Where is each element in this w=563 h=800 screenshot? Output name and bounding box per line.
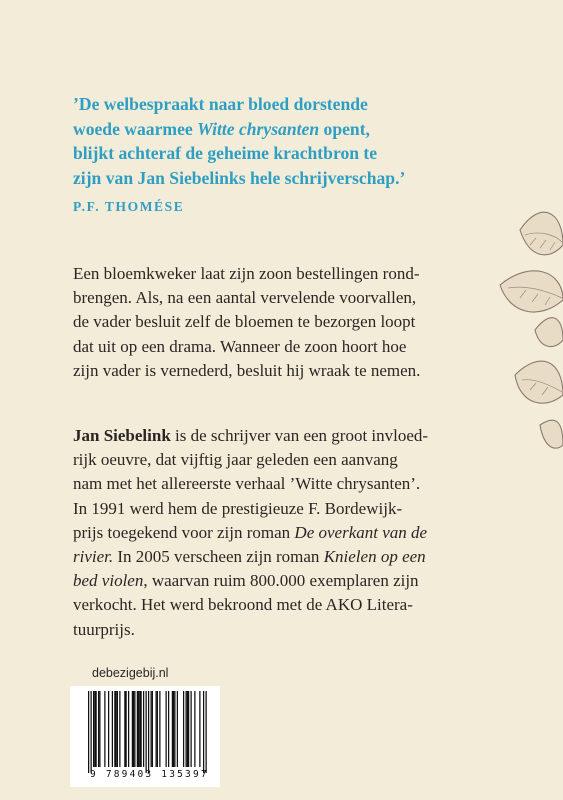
synopsis-line: de vader besluit zelf de bloemen te bezorgen loopt: [73, 312, 416, 332]
bio-line: verkocht. Het werd bekroond met de AKO Litera-: [73, 595, 413, 615]
author-name: Jan Siebelink: [73, 426, 171, 445]
barcode-bar: [91, 691, 92, 773]
quote-text: woede waarmee: [73, 118, 198, 139]
synopsis-line: Een bloemkweker laat zijn zoon bestellingen rond-: [73, 264, 420, 283]
barcode-bar: [199, 691, 200, 767]
bio-text: is de schrijver van een groot invloed-: [170, 426, 429, 445]
barcode-bar: [188, 691, 189, 767]
barcode-bar: [96, 691, 97, 767]
barcode-bar: [116, 691, 117, 767]
barcode-bar: [177, 691, 178, 767]
barcode-bar: [172, 691, 173, 767]
barcode-bar: [98, 691, 99, 767]
bio-line: In 1991 werd hem de prestigieuze F. Bordewijk-: [73, 498, 403, 518]
barcode-bar: [168, 691, 169, 767]
quote-line: zijn van Jan Siebelinks hele schrijverschap.’: [73, 167, 406, 188]
synopsis-line: dat uit op een drama. Wanneer de zoon hoort hoe: [73, 336, 407, 356]
barcode-bar: [119, 691, 120, 767]
bio-text: prijs toegekend voor zijn roman: [73, 522, 295, 542]
barcode-bar: [94, 691, 95, 767]
bio-line: rijk oeuvre, dat vijftig jaar geleden een aanvang: [73, 450, 398, 470]
quote-text: opent,: [319, 118, 370, 139]
synopsis-line: zijn vader is vernederd, besluit hij wraak te nemen.: [73, 360, 421, 380]
barcode-bar: [88, 691, 89, 773]
author-bio-paragraph: [73, 424, 503, 642]
flower-illustration-icon: [460, 190, 563, 480]
bio-line: nam met het allereerste verhaal ’Witte chrysanten’.: [73, 474, 421, 494]
bio-line: [73, 545, 503, 569]
barcode-bar: [93, 691, 94, 767]
book-title: Knielen op een: [323, 547, 426, 567]
isbn-number: 9 789403 135397: [90, 769, 209, 780]
barcode-bar: [157, 691, 158, 767]
barcode-bar: [99, 691, 100, 767]
quote-attribution: P.F. THOMÉSE: [73, 199, 185, 214]
barcode-bar: [159, 691, 160, 767]
synopsis-line: brengen. Als, na een aantal vervelende voorvallen,: [73, 288, 417, 308]
barcode-bar: [156, 691, 157, 767]
isbn-barcode: [70, 686, 220, 787]
book-title: rivier.: [73, 547, 114, 567]
bio-line: [73, 521, 503, 545]
barcode-bar: [141, 691, 142, 767]
barcode-bar: [108, 691, 109, 767]
bio-line: tuurprijs.: [73, 619, 135, 639]
blurb-quote: [73, 92, 503, 190]
barcode-bar: [148, 691, 149, 773]
quote-line: [73, 117, 503, 142]
barcode-bar: [206, 691, 207, 773]
synopsis-paragraph: [73, 262, 503, 383]
bio-text: In 2005 verscheen zijn roman: [113, 547, 324, 567]
barcode-bar: [114, 691, 115, 767]
barcode-bar: [183, 691, 184, 767]
barcode-bar: [187, 691, 188, 767]
barcode-bar: [124, 691, 125, 767]
barcode-bar: [133, 691, 134, 767]
barcode-bar: [126, 691, 127, 767]
book-title: De overkant van de: [294, 522, 428, 542]
barcode-bar: [143, 691, 144, 767]
barcode-bar: [132, 691, 133, 767]
barcode-bar: [139, 691, 140, 767]
barcode-bar: [152, 691, 153, 767]
barcode-bar: [104, 691, 105, 767]
barcode-bar: [138, 691, 139, 767]
quote-book-title: Witte chrysanten: [197, 118, 320, 139]
barcode-bar: [134, 691, 135, 767]
barcode-bar: [174, 691, 175, 767]
barcode-bar: [128, 691, 129, 767]
publisher-website: debezigebij.nl: [92, 666, 169, 680]
quote-line: blijkt achteraf de geheime krachtbron te: [73, 143, 378, 163]
barcode-bar: [146, 691, 147, 773]
barcode-bar: [117, 691, 118, 767]
book-title: bed violen: [73, 571, 144, 591]
bio-line: [73, 424, 503, 448]
bio-text: , waarvan ruim 800.000 exemplaren zijn: [143, 571, 419, 591]
barcode-bar: [112, 691, 113, 767]
quote-line: ’De welbespraakt naar bloed dorstende: [73, 94, 368, 114]
barcode-bar: [151, 691, 152, 767]
barcode-bar: [186, 691, 187, 767]
barcode-bar: [166, 691, 167, 767]
barcode-bar: [194, 691, 195, 767]
barcode-bar: [173, 691, 174, 767]
barcode-bar: [191, 691, 192, 767]
bio-line: [73, 569, 503, 593]
barcode-bar: [137, 691, 138, 767]
barcode-bar: [203, 691, 204, 773]
